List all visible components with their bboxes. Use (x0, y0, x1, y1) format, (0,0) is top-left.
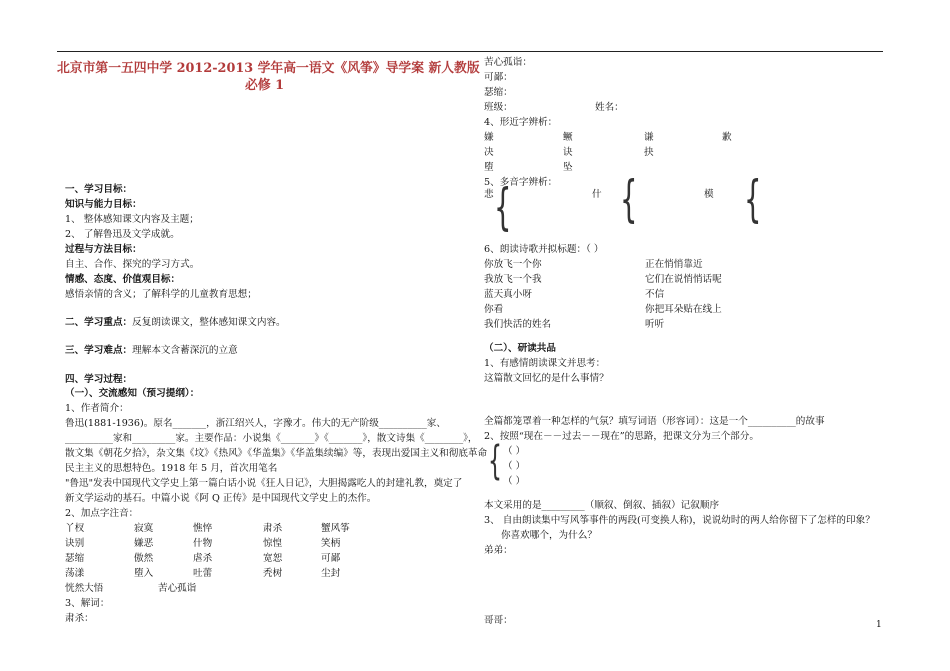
brace-icon: { (620, 170, 638, 228)
section-difficulties (65, 345, 238, 357)
char-item: 鳜 (563, 132, 573, 143)
polyphone-char: 悲 (484, 189, 494, 200)
name-label: 姓名： (595, 102, 624, 113)
subsection-preview: （一）、交流感知（预习提纲）： (65, 388, 200, 399)
pinyin-word: 可鄙 (321, 553, 341, 564)
polyphone-char: 模 (704, 189, 714, 200)
emotion-goal-1: 感悟亲情的含义；了解科学的儿童教育思想； (65, 289, 257, 300)
brace-icon: { (744, 170, 762, 228)
document-title-line2: 必修 1 (245, 78, 284, 93)
poem-line: 你把耳朵贴在线上 (645, 304, 722, 315)
pinyin-word: 堕入 (134, 568, 154, 579)
section-learning-process: 四、学习过程： (65, 374, 133, 385)
brace-icon: { (494, 178, 512, 236)
document-title: 北京市第一五四中学 2012-2013 学年高一语文《风筝》导学案 新人教版 (57, 61, 480, 76)
poem-heading: 6、朗读诗歌并拟标题：（ ） (484, 244, 604, 255)
poem-line: 我放飞一个我 (484, 274, 542, 285)
process-goals-heading: 过程与方法目标： (65, 244, 142, 255)
author-line-1: 鲁迅(1881-1936)。原名_______，浙江绍兴人，字豫才。伟大的无产阶级__________家、 (65, 418, 446, 429)
author-line-2: __________家和_________家。主要作品：小说集《_______》《_______》，散文诗集《________》， (65, 433, 478, 444)
vocab-item: 可鄙： (484, 72, 513, 83)
key-points-label: 二、学习重点： (65, 317, 133, 328)
pinyin-word: 嫌恶 (134, 538, 154, 549)
author-line-5: "鲁迅"发表中国现代文学史上第一篇白话小说《狂人日记》，大胆揭露吃人的封建礼教，奠定了 (65, 478, 463, 489)
poem-line: 不信 (645, 289, 665, 300)
knowledge-goals-heading: 知识与能力目标： (65, 199, 142, 210)
younger-brother-label: 弟弟： (484, 545, 513, 556)
poem-line: 听听 (645, 319, 665, 330)
knowledge-goal-2: 2、 了解鲁迅及文学成就。 (65, 229, 180, 240)
char-item: 嫌 (484, 132, 494, 143)
pinyin-word: 肃杀 (263, 523, 283, 534)
key-points-text: 反复朗读课文，整体感知课文内容。 (132, 317, 286, 328)
pinyin-word: 寂寞 (134, 523, 154, 534)
vocab-item: 苦心孤诣： (484, 57, 532, 68)
pinyin-word: 苦心孤诣 (158, 583, 197, 594)
polyphone-heading: 5、多音字辨析： (484, 177, 558, 188)
author-line-6: 新文学运动的基石。中篇小说《阿 Q 正传》是中国现代文学史上的杰作。 (65, 493, 377, 504)
pinyin-word: 瑟缩 (65, 553, 85, 564)
part-blank: （ ） (503, 461, 526, 472)
char-item: 抉 (644, 147, 654, 158)
emotion-goals-heading: 情感、态度、价值观目标： (65, 274, 181, 285)
brace-icon: { (488, 438, 502, 484)
process-goal-1: 自主、合作、探究的学习方式。 (65, 259, 200, 270)
similar-chars-heading: 4、形近字辨析： (484, 117, 558, 128)
pinyin-word: 荡漾 (65, 568, 85, 579)
poem-line: 你看 (484, 304, 504, 315)
author-heading: 1、作者简介： (65, 403, 129, 414)
study-q1: 1、有感情朗读课文并思考： (484, 358, 606, 369)
difficulties-label: 三、学习难点： (65, 345, 133, 356)
char-item: 谦 (644, 132, 654, 143)
pinyin-word: 蟹风筝 (321, 523, 350, 534)
page-number: 1 (876, 620, 882, 630)
study-q2: 2、按照“现在－－过去－－现在”的思路，把课文分为三个部分。 (484, 431, 759, 442)
pinyin-word: 尘封 (321, 568, 341, 579)
author-line-3: 散文集《朝花夕拾》，杂文集《坟》《热风》《华盖集》《华盖集续编》等，表现出爱国主义和彻底革命 (65, 448, 488, 459)
pinyin-word: 宽恕 (263, 553, 283, 564)
subsection-study: （二）、研读共品 (484, 343, 556, 354)
part-blank: （ ） (503, 446, 526, 457)
pinyin-word: 憔悴 (193, 523, 213, 534)
older-brother-label: 哥哥： (484, 615, 513, 626)
study-q3-detail: 你喜欢哪个，为什么？ (501, 530, 597, 541)
author-line-4: 民主主义的思想特色。1918 年 5 月，首次用笔名 (65, 463, 278, 474)
narrative-order: 本文采用的是_________（顺叙、倒叙、插叙）记叙顺序 (484, 500, 720, 511)
study-q3: 3、 自由朗读集中写风筝事件的两段(可变换人称)，说说幼时的两人给你留下了怎样的印象？ (484, 515, 875, 526)
section-learning-goals: 一、学习目标： (65, 184, 133, 195)
part-blank: （ ） (503, 476, 526, 487)
pinyin-word: 秃树 (263, 568, 283, 579)
pinyin-word: 虐杀 (193, 553, 213, 564)
pinyin-heading: 2、加点字注音： (65, 508, 139, 519)
char-item: 歉 (722, 132, 732, 143)
class-label: 班级： (484, 102, 513, 113)
char-item: 堕 (484, 162, 494, 173)
pinyin-word: 惊惶 (263, 538, 283, 549)
difficulties-text: 理解本文含蓄深沉的立意 (132, 345, 238, 356)
section-key-points (65, 317, 286, 329)
pinyin-word: 什物 (193, 538, 213, 549)
poem-line: 蓝天真小呀 (484, 289, 532, 300)
pinyin-word: 吐蕾 (193, 568, 213, 579)
char-item: 诀 (563, 147, 573, 158)
top-rule (57, 51, 883, 52)
poem-line: 我们快活的姓名 (484, 319, 552, 330)
char-item: 坠 (563, 162, 573, 173)
study-q1-detail: 这篇散文回忆的是什么事情？ (484, 373, 609, 384)
vocab-heading: 3、解词： (65, 598, 110, 609)
poem-line: 它们在说悄悄话呢 (645, 274, 722, 285)
vocab-item: 肃杀： (65, 613, 94, 624)
poem-line: 正在悄悄靠近 (645, 259, 703, 270)
pinyin-word: 诀别 (65, 538, 85, 549)
vocab-item: 瑟缩： (484, 87, 513, 98)
pinyin-word: 丫杈 (65, 523, 85, 534)
knowledge-goal-1: 1、 整体感知课文内容及主题； (65, 214, 199, 225)
pinyin-word: 笑柄 (321, 538, 341, 549)
char-item: 决 (484, 147, 494, 158)
polyphone-char: 什 (592, 189, 602, 200)
pinyin-word: 傲然 (134, 553, 154, 564)
poem-line: 你放飞一个你 (484, 259, 542, 270)
study-atmosphere: 全篇都笼罩着一种怎样的气氛？填写词语（形容词）：这是一个__________的故事 (484, 416, 825, 427)
pinyin-word: 恍然大悟 (65, 583, 104, 594)
